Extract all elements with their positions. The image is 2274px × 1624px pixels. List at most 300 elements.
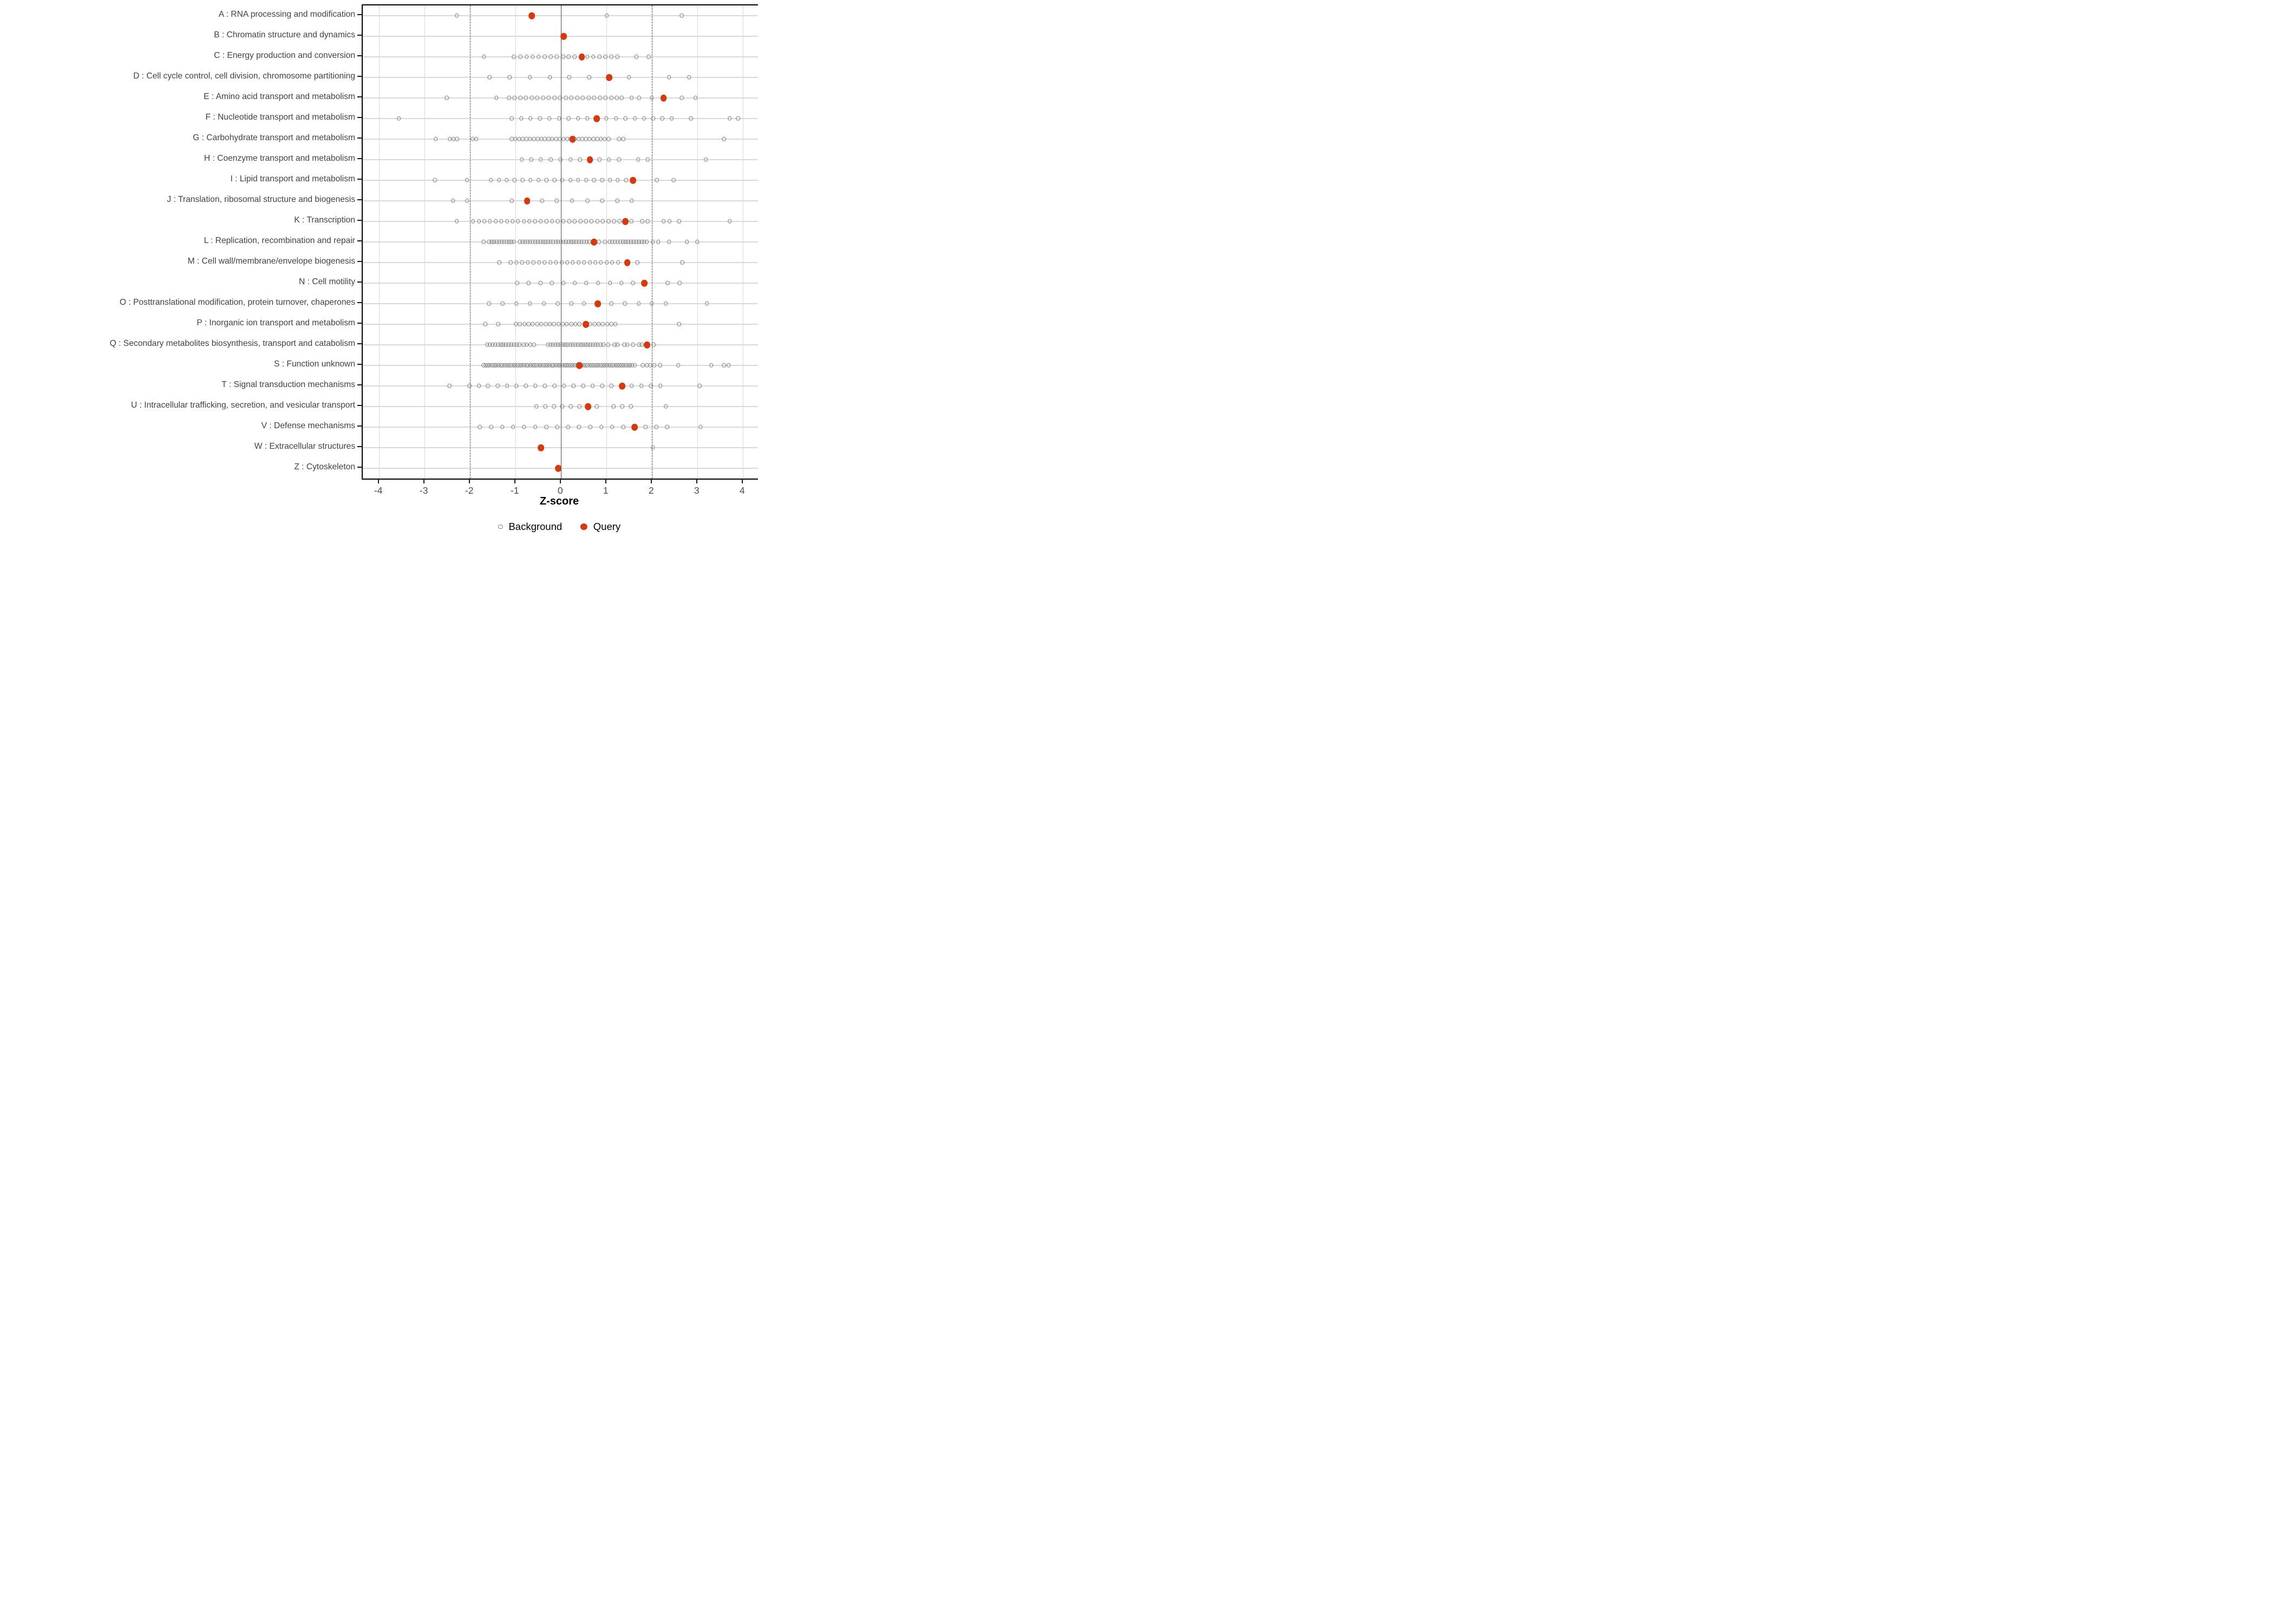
y-tick <box>357 281 362 283</box>
background-point <box>606 343 610 347</box>
background-point <box>548 260 553 265</box>
background-point <box>578 219 583 224</box>
y-tick <box>357 302 362 303</box>
background-point <box>635 260 639 265</box>
background-point <box>552 322 556 326</box>
background-point <box>698 425 703 429</box>
background-point <box>676 363 681 368</box>
category-label: D : Cell cycle control, cell division, chromosome partitioning <box>133 71 355 81</box>
background-point <box>544 404 548 409</box>
legend-item-query <box>580 521 620 533</box>
background-point <box>599 425 604 429</box>
x-tick <box>378 479 379 483</box>
background-point <box>533 219 537 224</box>
y-tick <box>357 96 362 97</box>
background-point <box>555 425 559 429</box>
background-point <box>433 178 437 182</box>
background-point <box>600 219 605 224</box>
background-point <box>445 96 449 100</box>
background-point <box>514 322 518 326</box>
background-point <box>518 322 522 326</box>
background-point <box>527 219 532 224</box>
background-point <box>614 116 618 121</box>
background-point <box>477 219 481 224</box>
background-point <box>488 219 492 224</box>
background-point <box>554 260 558 265</box>
background-point <box>617 158 622 162</box>
background-point <box>603 55 607 59</box>
background-point <box>578 158 582 162</box>
background-point <box>509 260 513 265</box>
background-point <box>624 178 628 182</box>
y-tick <box>357 117 362 118</box>
background-point <box>512 178 517 182</box>
background-point <box>612 404 616 409</box>
background-point <box>560 260 564 265</box>
background-point <box>535 96 539 100</box>
background-point <box>478 425 482 429</box>
y-tick <box>357 425 362 427</box>
cog-zscore-strip-plot <box>0 0 758 541</box>
background-point <box>610 425 615 429</box>
background-point <box>577 425 581 429</box>
background-point <box>728 219 732 224</box>
background-point <box>481 240 486 244</box>
background-point <box>667 75 671 80</box>
background-point <box>620 96 624 100</box>
background-point <box>668 219 672 224</box>
background-point <box>497 178 501 182</box>
background-point <box>569 302 573 306</box>
background-point <box>561 55 565 59</box>
background-point <box>487 75 492 80</box>
background-point <box>532 343 537 347</box>
background-point <box>537 260 541 265</box>
background-point <box>662 219 666 224</box>
background-point <box>455 137 460 141</box>
background-point <box>543 260 547 265</box>
background-point <box>621 137 625 141</box>
background-point <box>555 55 559 59</box>
background-point <box>522 219 526 224</box>
background-point <box>522 425 526 429</box>
background-point <box>584 281 589 285</box>
background-point <box>530 96 534 100</box>
background-point <box>677 219 681 224</box>
background-point <box>664 404 668 409</box>
background-point <box>615 55 619 59</box>
category-label: C : Energy production and conversion <box>214 50 355 60</box>
background-point <box>397 116 401 121</box>
background-point <box>514 260 519 265</box>
query-point <box>576 362 583 369</box>
background-point <box>610 260 615 265</box>
background-point <box>625 343 630 347</box>
background-point <box>593 260 598 265</box>
background-point <box>609 96 613 100</box>
query-point <box>630 177 637 184</box>
background-point <box>434 137 438 141</box>
background-point <box>608 281 612 285</box>
category-label: S : Function unknown <box>274 359 355 369</box>
background-point <box>664 302 668 306</box>
background-point <box>557 116 561 121</box>
background-point <box>512 55 517 59</box>
query-point <box>560 33 567 40</box>
background-point <box>605 322 610 326</box>
background-point <box>687 75 691 80</box>
y-tick <box>357 467 362 468</box>
background-point <box>500 425 505 429</box>
category-label: B : Chromatin structure and dynamics <box>214 30 355 40</box>
y-tick <box>357 323 362 324</box>
y-tick <box>357 76 362 77</box>
background-point <box>482 55 486 59</box>
query-point <box>593 115 600 122</box>
background-point <box>596 281 600 285</box>
category-label: T : Signal transduction mechanisms <box>221 379 355 389</box>
background-point <box>595 219 599 224</box>
background-point <box>641 363 645 368</box>
background-point <box>565 322 569 326</box>
background-point <box>577 260 581 265</box>
background-point <box>526 281 531 285</box>
background-point <box>518 55 522 59</box>
background-point <box>648 363 652 368</box>
background-point <box>572 55 577 59</box>
background-point <box>650 302 654 306</box>
background-point <box>598 96 602 100</box>
background-point <box>560 322 565 326</box>
background-marker-icon <box>498 525 503 529</box>
y-tick <box>357 158 362 159</box>
background-point <box>494 96 499 100</box>
background-point <box>627 75 631 80</box>
background-point <box>616 260 620 265</box>
background-point <box>477 384 481 388</box>
background-point <box>567 75 571 80</box>
background-point <box>631 281 636 285</box>
background-point <box>603 137 607 141</box>
background-point <box>600 199 605 203</box>
background-point <box>534 404 539 409</box>
background-point <box>709 363 714 368</box>
background-point <box>522 322 527 326</box>
background-point <box>629 219 633 224</box>
query-point <box>555 465 561 472</box>
background-point <box>592 322 597 326</box>
query-point <box>642 280 648 287</box>
background-point <box>589 425 593 429</box>
background-point <box>471 219 475 224</box>
background-point <box>623 302 628 306</box>
x-tick <box>605 479 606 483</box>
background-point <box>532 260 536 265</box>
background-point <box>722 137 727 141</box>
background-point <box>548 322 552 326</box>
background-point <box>705 302 709 306</box>
category-label: O : Posttranslational modification, protein turnover, chaperones <box>119 297 355 307</box>
background-point <box>546 96 551 100</box>
background-point <box>512 96 517 100</box>
background-point <box>539 158 543 162</box>
background-point <box>496 322 500 326</box>
x-tick-label: 0 <box>557 485 563 496</box>
x-tick <box>696 479 697 483</box>
background-point <box>597 158 602 162</box>
background-point <box>524 96 528 100</box>
background-point <box>582 302 586 306</box>
background-point <box>582 260 586 265</box>
background-point <box>680 14 684 18</box>
background-point <box>516 219 520 224</box>
category-label: H : Coenzyme transport and metabolism <box>204 153 355 163</box>
query-point <box>579 54 585 61</box>
background-point <box>640 343 644 347</box>
background-point <box>552 404 556 409</box>
background-point <box>639 384 644 388</box>
background-point <box>498 260 502 265</box>
y-tick <box>357 14 362 15</box>
background-point <box>585 116 590 121</box>
background-point <box>637 96 642 100</box>
background-point <box>482 219 487 224</box>
background-point <box>643 425 648 429</box>
background-point <box>605 14 609 18</box>
query-point <box>528 12 535 19</box>
background-point <box>572 219 577 224</box>
background-point <box>514 302 519 306</box>
background-point <box>542 302 546 306</box>
query-point <box>524 198 531 205</box>
y-tick <box>357 179 362 180</box>
background-point <box>561 219 566 224</box>
background-point <box>529 158 533 162</box>
background-point <box>580 96 585 100</box>
background-point <box>633 363 637 368</box>
background-point <box>537 55 541 59</box>
y-tick <box>357 199 362 200</box>
y-tick <box>357 405 362 406</box>
y-tick <box>357 446 362 447</box>
query-point <box>583 321 589 328</box>
background-point <box>511 425 515 429</box>
background-point <box>694 96 698 100</box>
background-point <box>609 302 613 306</box>
background-point <box>615 343 619 347</box>
background-point <box>600 322 605 326</box>
reference-line-dashed <box>470 5 471 479</box>
background-point <box>665 281 670 285</box>
background-point <box>566 425 571 429</box>
background-point <box>487 302 491 306</box>
background-point <box>550 137 554 141</box>
background-point <box>566 116 571 121</box>
query-point <box>585 403 591 410</box>
background-point <box>494 219 498 224</box>
background-point <box>552 178 557 182</box>
background-point <box>573 281 577 285</box>
y-tick <box>357 137 362 139</box>
background-point <box>629 404 633 409</box>
background-point <box>518 343 522 347</box>
background-point <box>594 404 599 409</box>
background-point <box>736 116 741 121</box>
query-point <box>661 95 667 102</box>
background-point <box>585 55 590 59</box>
background-point <box>615 96 619 100</box>
x-tick-label: -3 <box>419 485 428 496</box>
background-point <box>558 96 562 100</box>
background-point <box>576 178 580 182</box>
background-point <box>587 137 592 141</box>
y-tick <box>357 364 362 365</box>
background-point <box>543 384 547 388</box>
background-point <box>646 55 651 59</box>
category-label: K : Transcription <box>294 215 355 225</box>
x-tick <box>742 479 743 483</box>
background-point <box>520 158 524 162</box>
background-point <box>531 322 535 326</box>
background-point <box>544 322 548 326</box>
background-point <box>630 199 634 203</box>
background-point <box>671 178 676 182</box>
background-point <box>560 178 565 182</box>
category-label: W : Extracellular structures <box>254 441 355 451</box>
background-point <box>605 260 609 265</box>
background-point <box>531 55 535 59</box>
background-point <box>591 55 596 59</box>
background-point <box>573 322 578 326</box>
background-point <box>474 137 479 141</box>
background-point <box>566 55 571 59</box>
background-point <box>646 158 650 162</box>
background-point <box>586 96 591 100</box>
x-tick <box>469 479 470 483</box>
background-point <box>609 322 613 326</box>
category-label: P : Inorganic ion transport and metabolism <box>197 318 355 328</box>
background-point <box>600 384 605 388</box>
background-point <box>447 384 452 388</box>
background-point <box>667 240 671 244</box>
query-point <box>594 300 601 307</box>
background-point <box>569 96 573 100</box>
query-point <box>624 259 631 266</box>
y-tick <box>357 220 362 221</box>
background-point <box>615 199 619 203</box>
background-point <box>630 384 634 388</box>
background-point <box>727 363 731 368</box>
background-point <box>535 322 539 326</box>
background-point <box>584 178 589 182</box>
background-point <box>584 219 588 224</box>
background-point <box>544 219 548 224</box>
category-label: M : Cell wall/membrane/envelope biogenesis <box>187 256 355 266</box>
x-tick-label: 3 <box>694 485 700 496</box>
background-point <box>652 363 657 368</box>
background-point <box>636 158 641 162</box>
background-point <box>568 178 573 182</box>
background-point <box>552 384 557 388</box>
legend <box>498 521 620 533</box>
category-label: G : Carbohydrate transport and metabolism <box>193 133 355 142</box>
background-point <box>511 219 515 224</box>
background-point <box>505 219 509 224</box>
category-label: A : RNA processing and modification <box>218 9 355 19</box>
category-label: J : Translation, ribosomal structure and biogenesis <box>167 194 355 204</box>
background-point <box>651 446 655 450</box>
background-point <box>520 260 525 265</box>
background-point <box>538 116 542 121</box>
x-tick <box>651 479 652 483</box>
query-point <box>591 239 597 246</box>
background-point <box>526 260 530 265</box>
background-point <box>569 322 573 326</box>
background-point <box>603 240 607 244</box>
background-point <box>467 384 472 388</box>
background-point <box>606 137 611 141</box>
query-point <box>622 218 629 225</box>
background-point <box>539 322 544 326</box>
background-point <box>541 96 545 100</box>
background-point <box>507 75 512 80</box>
background-point <box>597 55 602 59</box>
background-point <box>592 178 596 182</box>
background-point <box>544 178 548 182</box>
background-point <box>543 55 547 59</box>
background-point <box>581 384 585 388</box>
background-point <box>697 384 702 388</box>
background-point <box>509 199 514 203</box>
background-point <box>512 240 516 244</box>
background-point <box>588 260 592 265</box>
category-label: Z : Cytoskeleton <box>294 462 355 472</box>
x-tick-label: 4 <box>739 485 745 496</box>
background-point <box>544 425 548 429</box>
background-point <box>609 384 613 388</box>
query-point <box>606 74 612 81</box>
background-point <box>642 116 646 121</box>
background-point <box>550 281 554 285</box>
background-point <box>609 55 613 59</box>
background-point <box>597 322 601 326</box>
background-point <box>646 219 650 224</box>
background-point <box>569 404 573 409</box>
background-point <box>521 178 525 182</box>
background-point <box>550 219 554 224</box>
background-point <box>592 96 596 100</box>
background-point <box>562 384 566 388</box>
background-point <box>501 302 505 306</box>
background-point <box>547 116 552 121</box>
background-point <box>670 116 674 121</box>
legend-query-label: Query <box>593 521 621 532</box>
background-point <box>507 96 511 100</box>
x-tick-label: -1 <box>510 485 519 496</box>
category-label: N : Cell motility <box>299 277 355 286</box>
background-point <box>680 260 684 265</box>
background-point <box>607 158 611 162</box>
background-point <box>575 96 579 100</box>
background-point <box>587 75 591 80</box>
background-point <box>576 116 580 121</box>
background-point <box>616 178 620 182</box>
background-point <box>645 240 649 244</box>
background-point <box>600 178 605 182</box>
background-point <box>728 116 732 121</box>
legend-item-background <box>498 521 562 533</box>
background-point <box>656 240 661 244</box>
